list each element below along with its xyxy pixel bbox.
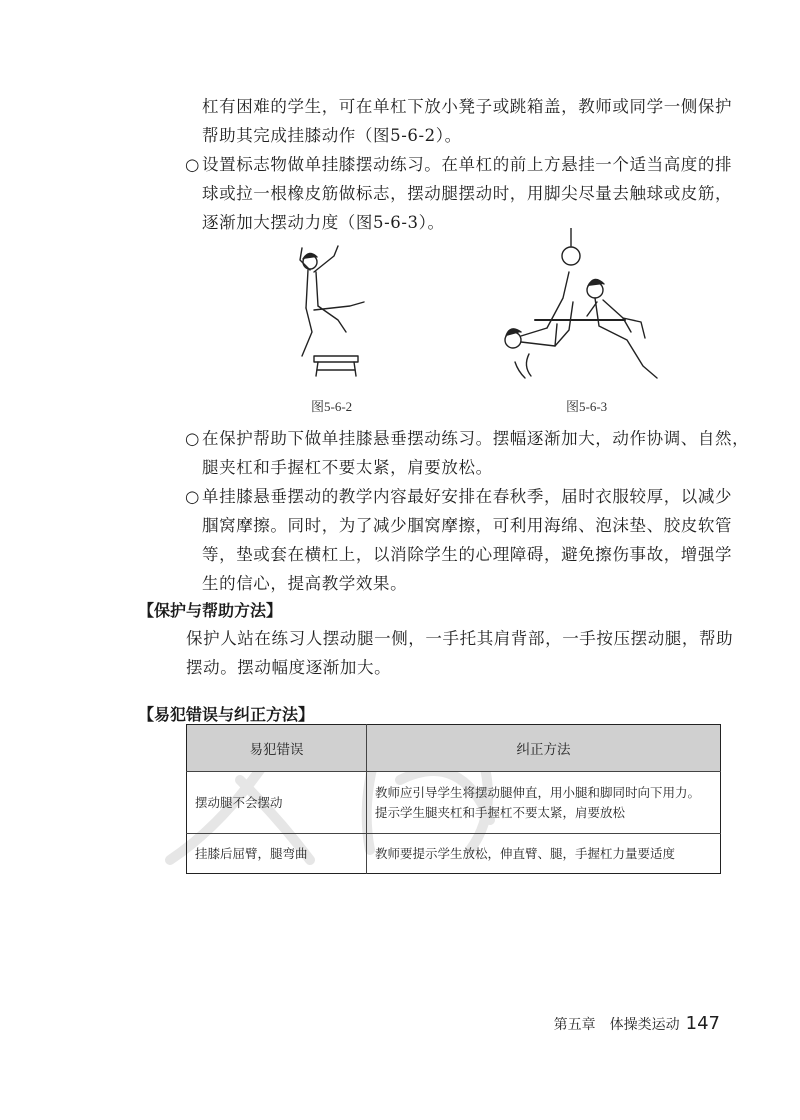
section-heading-protection: 【保护与帮助方法】	[138, 601, 283, 620]
table-row	[187, 834, 721, 874]
text-line: 摆动。摆动幅度逐渐加大。	[186, 658, 392, 677]
chapter-label: 第五章 体操类运动	[553, 1017, 680, 1033]
figure-caption: 图5-6-2	[311, 399, 353, 414]
text-line: 保护人站在练习人摆动腿一侧，一手托其肩背部，一手按压摆动腿，帮助	[186, 629, 734, 648]
text-line: 设置标志物做单挂膝摆动练习。在单杠的前上方悬挂一个适当高度的排	[202, 155, 733, 174]
error-cell: 摆动腿不会摆动	[187, 772, 367, 834]
text-line: 球或拉一根橡皮筋做标志，摆动腿摆动时，用脚尖尽量去触球或皮筋，	[202, 184, 733, 203]
bullet-symbol: ○	[185, 487, 200, 506]
errors-correction-table	[186, 724, 721, 874]
column-header: 纠正方法	[367, 725, 721, 772]
figure-swing-practice-illustration	[495, 228, 665, 383]
bullet-paragraph	[185, 424, 749, 482]
text-line: 杠有困难的学生，可在单杠下放小凳子或跳箱盖，教师或同学一侧保护	[202, 97, 733, 116]
table-header-row	[187, 725, 721, 772]
text-line: 帮助其完成挂膝动作（图5-6-2）。	[202, 126, 462, 145]
text-line: 单挂膝悬垂摆动的教学内容最好安排在春秋季，届时衣服较厚，以减少	[202, 487, 733, 506]
text-line: 逐渐加大摆动力度（图5-6-3）。	[202, 213, 445, 232]
bullet-symbol: ○	[185, 429, 200, 448]
correction-cell: 教师应引导学生将摆动腿伸直，用小腿和脚同时向下用力。提示学生腿夹杠和手握杠不要太紧，肩要放松	[367, 772, 721, 834]
table-row	[187, 772, 721, 834]
correction-cell: 教师要提示学生放松，伸直臂、腿，手握杠力量要适度	[367, 834, 721, 874]
page-footer	[554, 1013, 720, 1034]
error-cell: 挂膝后屈臂，腿弯曲	[187, 834, 367, 874]
figure-caption: 图5-6-3	[566, 399, 608, 414]
text-line: 等，垫或套在横杠上，以消除学生的心理障碍，避免擦伤事故，增强学	[202, 545, 733, 564]
protection-paragraph	[186, 624, 733, 682]
section-heading-errors: 【易犯错误与纠正方法】	[138, 705, 315, 724]
paragraph-continuation	[202, 92, 732, 150]
text-line: 在保护帮助下做单挂膝悬垂摆动练习。摆幅逐渐加大，动作协调、自然，	[202, 429, 750, 448]
text-line: 腿夹杠和手握杠不要太紧，肩要放松。	[202, 458, 493, 477]
page-number: 147	[685, 1013, 720, 1034]
figure-knee-hang-illustration	[290, 240, 390, 380]
bullet-paragraph	[185, 482, 732, 598]
column-header: 易犯错误	[187, 725, 367, 772]
bullet-paragraph-marker	[185, 150, 732, 237]
bullet-symbol: ○	[185, 155, 200, 174]
text-line: 生的信心，提高教学效果。	[202, 574, 408, 593]
text-line: 腘窝摩擦。同时，为了减少腘窝摩擦，可利用海绵、泡沫垫、胶皮软管	[202, 516, 733, 535]
